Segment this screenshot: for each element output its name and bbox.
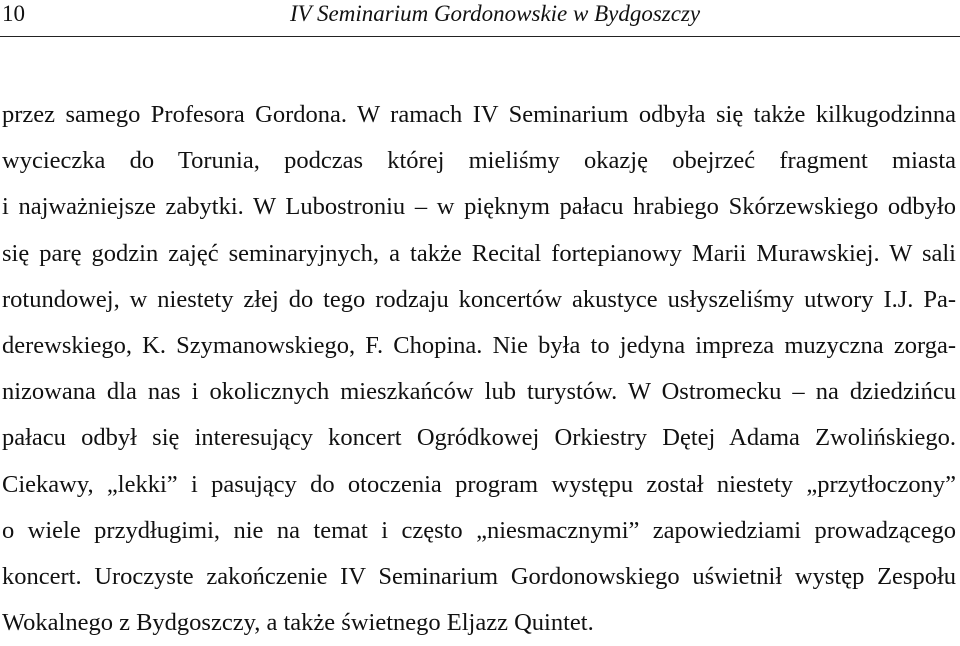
text-line: o wiele przydługimi, nie na temat i często „niesmacznymi” zapowiedziami prowadzącego [2, 516, 956, 544]
text-line: nizowana dla nas i okolicznych mieszkańców lub turystów. W Ostromecku – na dziedzińcu [2, 378, 956, 406]
page-number: 10 [2, 1, 25, 26]
text-line: i najważniejsze zabytki. W Lubostroniu – w pięknym pałacu hrabiego Skórzewskiego odbyło [2, 193, 956, 221]
text-line: Wokalnego z Bydgoszczy, a także świetnego Eljazz Quintet. [2, 609, 594, 637]
text-line: koncert. Uroczyste zakończenie IV Seminarium Gordonowskiego uświetnił występ Zespołu [2, 562, 956, 590]
text-line: przez samego Profesora Gordona. W ramach IV Seminarium odbyła się także kilkugodzinna [2, 101, 956, 128]
text-line: wycieczka do Torunia, podczas której mieliśmy okazję obejrzeć fragment miasta [2, 147, 956, 175]
running-title: IV Seminarium Gordonowskie w Bydgoszczy [290, 1, 701, 26]
page-header [0, 0, 960, 37]
text-line: się parę godzin zajęć seminaryjnych, a także Recital fortepianowy Marii Murawskiej. W sali [2, 239, 956, 267]
text-line: pałacu odbył się interesujący koncert Ogródkowej Orkiestry Dętej Adama Zwolińskiego. [2, 424, 956, 452]
body-paragraph [2, 92, 956, 646]
text-line: rotundowej, w niestety złej do tego rodzaju koncertów akustyce usłyszeliśmy utwory I.J. Pa- [2, 285, 956, 313]
text-line: derewskiego, K. Szymanowskiego, F. Chopina. Nie była to jedyna impreza muzyczna zorga- [2, 331, 956, 359]
text-line: Ciekawy, „lekki” i pasujący do otoczenia program występu został niestety „przytłoczony” [2, 470, 956, 498]
